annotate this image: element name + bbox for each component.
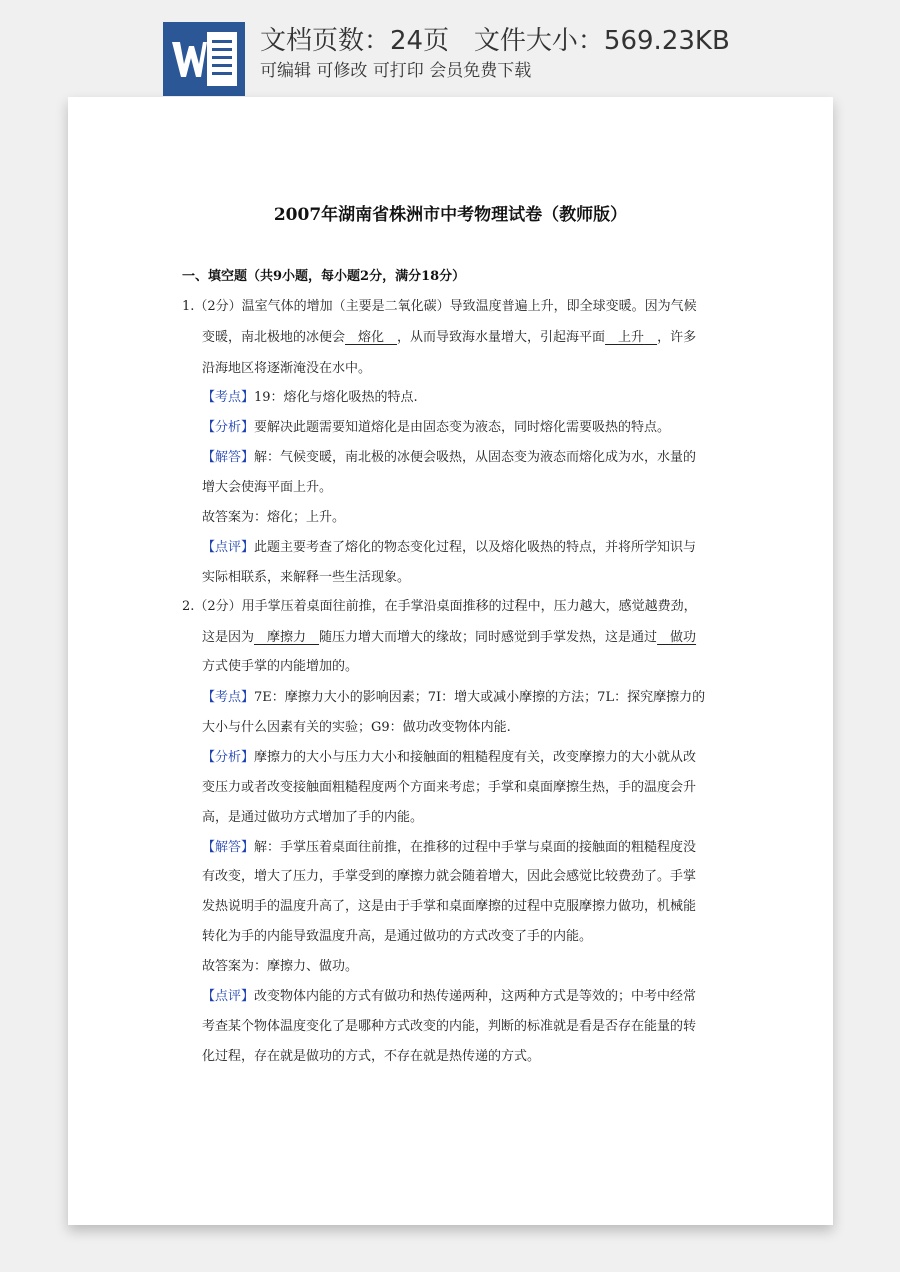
q1-line3: 沿海地区将逐渐淹没在水中。 (202, 361, 372, 376)
q2-dianping-line1: 【点评】改变物体内能的方式有做功和热传递两种，这两种方式是等效的；中考中经常 (202, 989, 697, 1004)
feature-list (260, 56, 531, 81)
q2-dianping-line2: 考查某个物体温度变化了是哪种方式改变的内能，判断的标准就是看是否存在能量的转 (202, 1019, 697, 1034)
pages-value: 24页 (390, 26, 450, 56)
file-stats (260, 20, 730, 57)
pages-label: 文档页数： (260, 26, 391, 56)
q2-kaodian-line1: 【考点】7E：摩擦力大小的影响因素；7I：增大或减小摩擦的方法；7L：探究摩擦力的 (202, 690, 706, 705)
feature-printable: 可打印 (372, 61, 424, 81)
q2-dianping-line3: 化过程，存在就是做功的方式，不存在就是热传递的方式。 (202, 1049, 541, 1064)
q2-jieda-line2: 有改变，增大了压力，手掌受到的摩擦力就会随着增大，因此会感觉比较费劲了。手掌 (202, 869, 697, 884)
download-info-header (0, 0, 900, 98)
feature-member-download: 会员免费下载 (429, 61, 532, 81)
section-heading: 一、填空题（共9小题，每小题2分，满分18分） (182, 269, 466, 284)
q1-fenxi-tag: 【分析】 (202, 420, 255, 435)
q2-fenxi-line2: 变压力或者改变接触面粗糙程度两个方面来考虑；手掌和桌面摩擦生热，手的温度会升 (202, 780, 697, 795)
q2-kaodian-tag: 【考点】 (202, 690, 255, 705)
feature-modifiable: 可修改 (316, 61, 368, 81)
q1-dianping-line2: 实际相联系，来解释一些生活现象。 (202, 570, 411, 585)
q1-jieda-tag: 【解答】 (202, 450, 255, 465)
q1-blank1: 熔化 (358, 330, 385, 345)
q1-dianping-line1: 【点评】此题主要考查了熔化的物态变化过程，以及熔化吸热的特点，并将所学知识与 (202, 540, 697, 555)
q2-line2: 这是因为 摩擦力 随压力增大而增大的缘故；同时感觉到手掌发热，这是通过 做功 (202, 630, 697, 645)
q2-jieda-line1: 【解答】解：手掌压着桌面往前推，在推移的过程中手掌与桌面的接触面的粗糙程度没 (202, 840, 697, 855)
q1-kaodian-tag: 【考点】 (202, 390, 255, 405)
size-value: 569.23KB (603, 26, 730, 56)
q1-line1: 1.（2分）温室气体的增加（主要是二氧化碳）导致温度普遍上升，即全球变暖。因为气候 (182, 299, 697, 314)
q2-line3: 方式使手掌的内能增加的。 (202, 659, 359, 674)
q2-fenxi-tag: 【分析】 (202, 750, 255, 765)
q2-fenxi-line1: 【分析】摩擦力的大小与压力大小和接触面的粗糙程度有关，改变摩擦力的大小就从改 (202, 750, 697, 765)
q2-jieda-line4: 转化为手的内能导致温度升高，是通过做功的方式改变了手的内能。 (202, 929, 593, 944)
q1-jieda-line1: 【解答】解：气候变暖，南北极的冰便会吸热，从固态变为液态而熔化成为水，水量的 (202, 450, 697, 465)
q1-blank2: 上升 (618, 330, 645, 345)
document-page (68, 97, 833, 1225)
q2-jieda-tag: 【解答】 (202, 840, 255, 855)
q1-line2: 变暖，南北极地的冰便会 熔化 ，从而导致海水量增大，引起海平面 上升 ，许多 (202, 330, 697, 345)
q2-blank2: 做功 (670, 630, 697, 645)
q2-fenxi-line3: 高，是通过做功方式增加了手的内能。 (202, 810, 424, 825)
document-title: 2007年湖南省株洲市中考物理试卷（教师版） (273, 205, 628, 225)
q2-answer: 故答案为：摩擦力、做功。 (202, 959, 359, 974)
q2-line1: 2.（2分）用手掌压着桌面往前推，在手掌沿桌面推移的过程中，压力越大，感觉越费劲， (182, 599, 697, 614)
q2-dianping-tag: 【点评】 (202, 989, 255, 1004)
size-label: 文件大小： (473, 26, 604, 56)
feature-editable: 可编辑 (260, 61, 311, 81)
q1-jieda-line2: 增大会使海平面上升。 (202, 480, 333, 495)
q2-blank1: 摩擦力 (267, 630, 307, 645)
word-icon (163, 22, 245, 96)
q1-dianping-tag: 【点评】 (202, 540, 255, 555)
q1-answer: 故答案为：熔化；上升。 (202, 510, 346, 525)
q1-kaodian: 【考点】19：熔化与熔化吸热的特点. (202, 390, 418, 405)
q2-kaodian-line2: 大小与什么因素有关的实验；G9：做功改变物体内能. (202, 720, 511, 735)
q1-fenxi: 【分析】要解决此题需要知道熔化是由固态变为液态，同时熔化需要吸热的特点。 (202, 420, 671, 435)
q2-jieda-line3: 发热说明手的温度升高了，这是由于手掌和桌面摩擦的过程中克服摩擦力做功，机械能 (202, 899, 697, 914)
